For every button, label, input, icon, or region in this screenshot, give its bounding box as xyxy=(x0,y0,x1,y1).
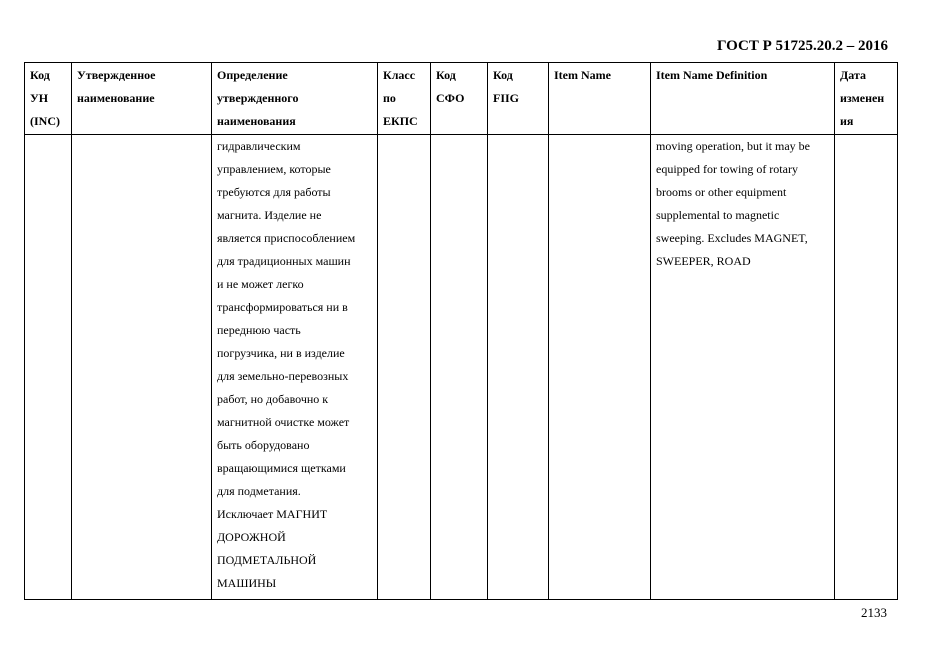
cell-fiig-code xyxy=(488,135,549,600)
col-header-inc: Код УН (INC) xyxy=(25,63,72,135)
cell-sfo-code xyxy=(431,135,488,600)
col-header-item-name: Item Name xyxy=(549,63,651,135)
col-header-definition: Определение утвержденного наименования xyxy=(212,63,378,135)
col-header-sfo-code: Код СФО xyxy=(431,63,488,135)
cell-change-date xyxy=(835,135,898,600)
page-number: 2133 xyxy=(861,605,887,620)
table-header-row xyxy=(25,63,898,135)
col-header-fiig-code: Код FIIG xyxy=(488,63,549,135)
col-header-approved-name: Утвержденное наименование xyxy=(72,63,212,135)
nomenclature-table xyxy=(24,62,898,600)
cell-item-name xyxy=(549,135,651,600)
col-header-change-date: Дата изменен ия xyxy=(835,63,898,135)
table-row xyxy=(25,135,898,600)
cell-inc xyxy=(25,135,72,600)
cell-approved-name xyxy=(72,135,212,600)
col-header-class: Класс по ЕКПС xyxy=(378,63,431,135)
standard-designation: ГОСТ Р 51725.20.2 – 2016 xyxy=(716,38,888,54)
cell-definition: гидравлическим управлением, которые требуются для работы магнита. Изделие не является приспособлением для традиционных машин и не может легко трансформироваться ни в переднюю часть погрузчика, ни в изделие для земельно-перевозных работ, но добавочно к магнитной очистке может быть оборудовано вращающимися щетками для подметания. Исключает МАГНИТ ДОРОЖНОЙ ПОДМЕТАЛЬНОЙ МАШИНЫ xyxy=(212,135,378,600)
cell-class xyxy=(378,135,431,600)
col-header-item-name-definition: Item Name Definition xyxy=(651,63,835,135)
cell-item-name-definition: moving operation, but it may be equipped for towing of rotary brooms or other equipment supplemental to magnetic sweeping. Excludes MAGNET, SWEEPER, ROAD xyxy=(651,135,835,600)
